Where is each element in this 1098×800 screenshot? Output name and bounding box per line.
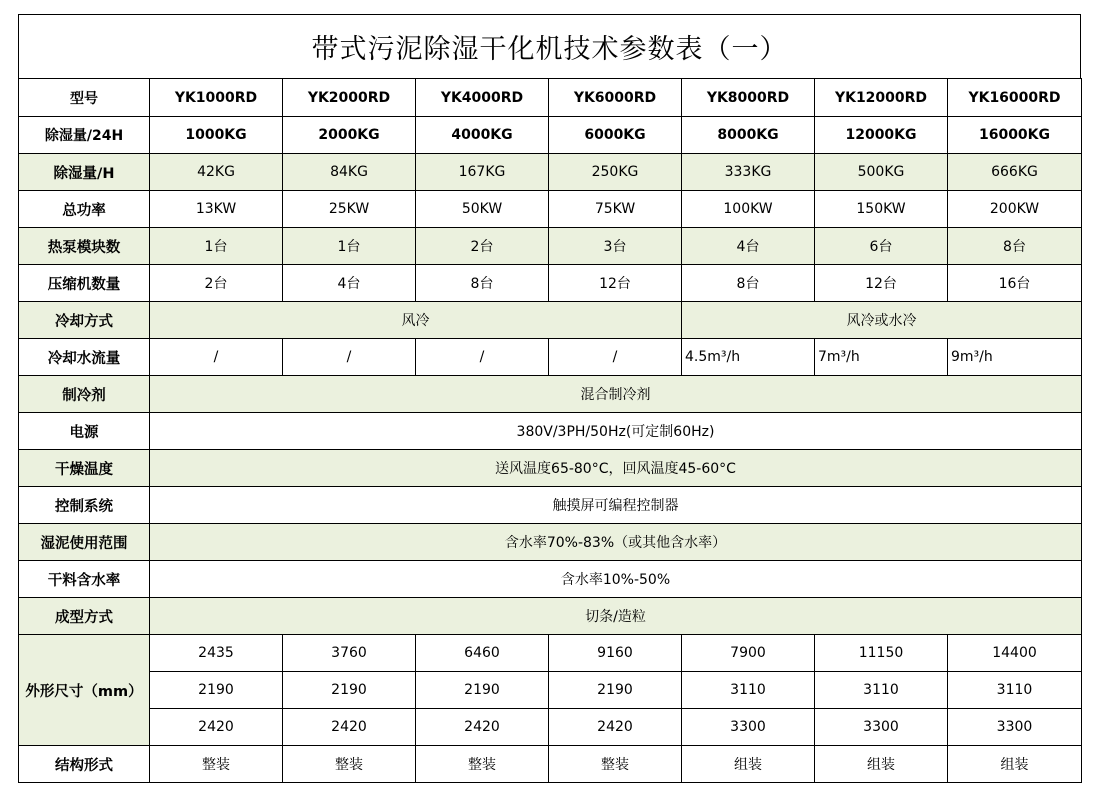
value-cell: 13KW: [150, 191, 283, 228]
value-cell: 1000KG: [150, 117, 283, 154]
value-cell: 500KG: [815, 154, 948, 191]
row-total-power: [19, 191, 1082, 228]
value-cell: 4台: [682, 228, 815, 265]
sheet-title: 带式污泥除湿干化机技术参数表（一）: [18, 14, 1081, 78]
row-label: 电源: [19, 413, 150, 450]
row-label: 除湿量/H: [19, 154, 150, 191]
model-cell: YK12000RD: [815, 79, 948, 117]
value-cell: 2420: [416, 709, 549, 746]
value-cell: 3760: [283, 635, 416, 672]
value-cell: 167KG: [416, 154, 549, 191]
row-label: 结构形式: [19, 746, 150, 783]
row-compressors: [19, 265, 1082, 302]
model-cell: YK4000RD: [416, 79, 549, 117]
row-label: 冷却方式: [19, 302, 150, 339]
row-label: 除湿量/24H: [19, 117, 150, 154]
row-label: 制冷剂: [19, 376, 150, 413]
value-cell: 2190: [416, 672, 549, 709]
value-cell: 25KW: [283, 191, 416, 228]
value-cell: 333KG: [682, 154, 815, 191]
value-cell: 84KG: [283, 154, 416, 191]
value-cell: 6460: [416, 635, 549, 672]
value-cell: 触摸屏可编程控制器: [150, 487, 1082, 524]
model-cell: YK2000RD: [283, 79, 416, 117]
value-cell: 4.5m³/h: [682, 339, 815, 376]
value-cell: 50KW: [416, 191, 549, 228]
value-cell: 2435: [150, 635, 283, 672]
value-cell: 7m³/h: [815, 339, 948, 376]
row-label: 湿泥使用范围: [19, 524, 150, 561]
value-cell: 12台: [815, 265, 948, 302]
value-cell: 6000KG: [549, 117, 682, 154]
row-label: 冷却水流量: [19, 339, 150, 376]
value-cell: 3300: [682, 709, 815, 746]
value-cell: 风冷: [150, 302, 682, 339]
row-dry-moisture: [19, 561, 1082, 598]
value-cell: 整装: [549, 746, 682, 783]
row-control-system: [19, 487, 1082, 524]
row-dimensions-width: [19, 672, 1082, 709]
value-cell: 100KW: [682, 191, 815, 228]
value-cell: 整装: [283, 746, 416, 783]
value-cell: 12000KG: [815, 117, 948, 154]
value-cell: 3台: [549, 228, 682, 265]
spec-table: [18, 78, 1082, 783]
value-cell: 8台: [682, 265, 815, 302]
row-sludge-range: [19, 524, 1082, 561]
value-cell: 2台: [416, 228, 549, 265]
value-cell: 含水率10%-50%: [150, 561, 1082, 598]
value-cell: 42KG: [150, 154, 283, 191]
value-cell: 组装: [815, 746, 948, 783]
value-cell: 2190: [283, 672, 416, 709]
value-cell: 200KW: [948, 191, 1082, 228]
row-water-flow: [19, 339, 1082, 376]
value-cell: 2000KG: [283, 117, 416, 154]
row-power-supply: [19, 413, 1082, 450]
spec-sheet: [18, 14, 1081, 783]
value-cell: 9m³/h: [948, 339, 1082, 376]
value-cell: 风冷或水冷: [682, 302, 1082, 339]
value-cell: 3300: [815, 709, 948, 746]
value-cell: 4台: [283, 265, 416, 302]
model-cell: YK1000RD: [150, 79, 283, 117]
value-cell: 整装: [416, 746, 549, 783]
value-cell: 2420: [283, 709, 416, 746]
value-cell: 1台: [283, 228, 416, 265]
row-dimensions-length: [19, 635, 1082, 672]
row-label: 外形尺寸（mm）: [19, 635, 150, 746]
row-capacity-24h: [19, 117, 1082, 154]
value-cell: 250KG: [549, 154, 682, 191]
model-cell: YK8000RD: [682, 79, 815, 117]
row-label: 压缩机数量: [19, 265, 150, 302]
value-cell: 送风温度65-80°C，回风温度45-60°C: [150, 450, 1082, 487]
row-label: 成型方式: [19, 598, 150, 635]
value-cell: 7900: [682, 635, 815, 672]
value-cell: 切条/造粒: [150, 598, 1082, 635]
value-cell: /: [283, 339, 416, 376]
value-cell: 14400: [948, 635, 1082, 672]
value-cell: 8台: [416, 265, 549, 302]
row-drying-temperature: [19, 450, 1082, 487]
value-cell: 组装: [948, 746, 1082, 783]
value-cell: 2420: [549, 709, 682, 746]
row-cooling-method: [19, 302, 1082, 339]
value-cell: 整装: [150, 746, 283, 783]
value-cell: 2420: [150, 709, 283, 746]
value-cell: 2190: [150, 672, 283, 709]
value-cell: 3300: [948, 709, 1082, 746]
value-cell: 666KG: [948, 154, 1082, 191]
row-capacity-hour: [19, 154, 1082, 191]
value-cell: /: [549, 339, 682, 376]
value-cell: 8000KG: [682, 117, 815, 154]
row-refrigerant: [19, 376, 1082, 413]
value-cell: 12台: [549, 265, 682, 302]
model-cell: YK6000RD: [549, 79, 682, 117]
row-label: 干燥温度: [19, 450, 150, 487]
model-cell: YK16000RD: [948, 79, 1082, 117]
value-cell: 16000KG: [948, 117, 1082, 154]
row-label: 控制系统: [19, 487, 150, 524]
value-cell: 8台: [948, 228, 1082, 265]
row-model: [19, 79, 1082, 117]
row-label: 干料含水率: [19, 561, 150, 598]
value-cell: 4000KG: [416, 117, 549, 154]
row-structure: [19, 746, 1082, 783]
value-cell: 16台: [948, 265, 1082, 302]
value-cell: 2台: [150, 265, 283, 302]
value-cell: 含水率70%-83%（或其他含水率）: [150, 524, 1082, 561]
value-cell: 混合制冷剂: [150, 376, 1082, 413]
value-cell: 380V/3PH/50Hz(可定制60Hz): [150, 413, 1082, 450]
row-heat-pump-modules: [19, 228, 1082, 265]
value-cell: 3110: [948, 672, 1082, 709]
row-label: 总功率: [19, 191, 150, 228]
value-cell: 150KW: [815, 191, 948, 228]
value-cell: 1台: [150, 228, 283, 265]
value-cell: /: [150, 339, 283, 376]
row-label: 型号: [19, 79, 150, 117]
row-label: 热泵模块数: [19, 228, 150, 265]
value-cell: 9160: [549, 635, 682, 672]
value-cell: 6台: [815, 228, 948, 265]
value-cell: 组装: [682, 746, 815, 783]
value-cell: 2190: [549, 672, 682, 709]
value-cell: 11150: [815, 635, 948, 672]
row-dimensions-height: [19, 709, 1082, 746]
value-cell: 3110: [682, 672, 815, 709]
row-forming-method: [19, 598, 1082, 635]
value-cell: 3110: [815, 672, 948, 709]
value-cell: 75KW: [549, 191, 682, 228]
value-cell: /: [416, 339, 549, 376]
